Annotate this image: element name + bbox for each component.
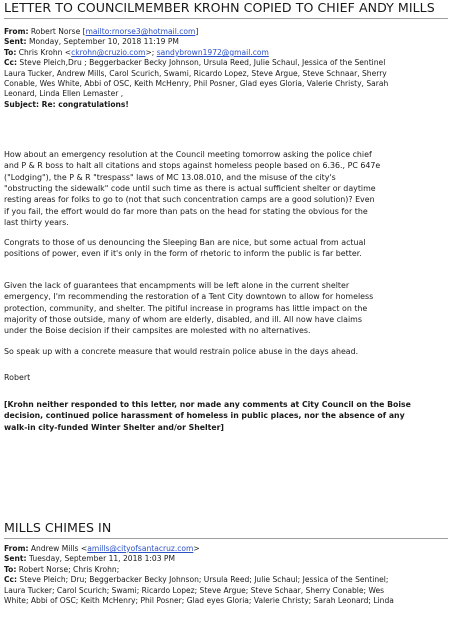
title-underline xyxy=(4,18,448,19)
body-paragraph xyxy=(4,237,450,260)
paragraph-line: Congrats to those of us denouncing the Sleeping Ban are nice, but some actual from actual xyxy=(4,238,366,247)
from-email-link[interactable]: mailto:rnorse3@hotmail.com xyxy=(85,27,196,36)
email-header-krohn xyxy=(4,27,450,110)
from-line xyxy=(4,544,450,554)
to-value: Robert Norse; Chris Krohn; xyxy=(16,564,120,574)
sent-label: Sent: xyxy=(4,37,27,47)
sent-value: Tuesday, September 11, 2018 1:03 PM xyxy=(26,554,175,564)
email-header-mills xyxy=(4,544,450,606)
from-close: > xyxy=(193,544,200,553)
sent-line xyxy=(4,37,450,47)
cc-label: Cc: xyxy=(4,58,18,68)
body-paragraph xyxy=(4,346,450,357)
from-label: From: xyxy=(4,544,29,553)
from-name: Robert Norse [ xyxy=(28,27,86,36)
cc-label: Cc: xyxy=(4,575,18,585)
paragraph-line: How about an emergency resolution at the Council meeting tomorrow asking the police chief xyxy=(4,150,372,159)
from-name: Andrew Mills < xyxy=(28,544,88,553)
from-close: ] xyxy=(195,27,199,36)
paragraph-line: and P & R boss to halt all citations and stops against homeless people based on 6.36., PC 647e xyxy=(4,161,381,171)
cc-line: Laura Tucker; Carol Scurich; Swami; Ricardo Lopez; Steve Argue; Steve Schaar, Sherry Conable; Wes xyxy=(4,585,385,595)
cc-line: Laura Tucker, Andrew Mills, Carol Scurich, Swami, Ricardo Lopez, Steve Argue, Steve Schnaar, Sherry xyxy=(4,68,387,78)
cc-line: White; Abbi of OSC; Keith McHenry; Phil Posner; Glad eyes Gloria; Valerie Christy; Sarah Leonard; Linda xyxy=(4,596,394,606)
sent-line xyxy=(4,554,450,564)
to-label: To: xyxy=(4,47,17,57)
signature-name: Robert xyxy=(4,373,31,382)
cc-line: Leonard, Linda Ellen Lemaster , xyxy=(4,89,124,99)
cc-text: Steve Pleich; Dru; Beggerbacker Becky Johnson; Ursula Reed; Julie Schaul; Jessica of the Sentinel; xyxy=(17,575,389,585)
from-label: From: xyxy=(4,27,29,36)
to-label: To: xyxy=(4,564,17,574)
section-title-mills: MILLS CHIMES IN xyxy=(4,520,112,535)
sent-value: Monday, September 10, 2018 11:19 PM xyxy=(26,37,179,47)
paragraph-line: "obstructing the sidewalk" code until such time as there is actual sufficient shelter or daytime xyxy=(4,184,376,194)
cc-line xyxy=(4,58,450,68)
paragraph-line: ("Lodging"), the P & R "trespass" laws of MC 13.08.010, and the misuse of the city's xyxy=(4,172,336,182)
from-line xyxy=(4,27,450,37)
paragraph-line: under the Boise decision if their campsites are molested with no alternatives. xyxy=(4,326,311,336)
paragraph-line: Given the lack of guarantees that encampments will be left alone in the current shelter xyxy=(4,281,350,290)
cc-line: Conable, Wes White, Abbi of OSC, Keith McHenry, Phil Posner, Glad eyes Gloria, Valerie Christy, Sarah xyxy=(4,79,389,89)
paragraph-line: protection, community, and shelter. The pitiful increase in programs has little impact on the xyxy=(4,303,368,313)
to-separator: >; xyxy=(145,47,157,57)
sent-label: Sent: xyxy=(4,554,27,564)
section-title-letter: LETTER TO COUNCILMEMBER KROHN COPIED TO CHIEF ANDY MILLS xyxy=(4,0,435,15)
body-paragraph xyxy=(4,149,450,228)
note-line: walk-in city-funded Winter Shelter and/or Shelter] xyxy=(4,422,224,432)
paragraph-line: majority of those outside, many of whom are elderly, disabled, and ill. All now have claims xyxy=(4,315,362,325)
paragraph-line: if you fail, the effort would do far more than pats on the head for stating the obvious for the xyxy=(4,206,368,216)
paragraph-line: So speak up with a concrete measure that would restrain police abuse in the days ahead. xyxy=(4,347,359,356)
to-email-link-2[interactable]: sandybrown1972@gmail.com xyxy=(156,47,269,57)
note-line: [Krohn neither responded to this letter, nor made any comments at City Council on the Boise xyxy=(4,400,411,409)
subject-label: Subject: xyxy=(4,99,40,109)
paragraph-line: last thirty years. xyxy=(4,218,69,228)
from-email-link[interactable]: amills@cityofsantacruz.com xyxy=(87,544,194,553)
body-paragraph xyxy=(4,280,450,337)
signature xyxy=(4,372,450,383)
note-line: decision, continued police harassment of homeless in public places, nor the absence of any xyxy=(4,411,405,421)
cc-line xyxy=(4,575,450,585)
cc-text: Steve Pleich,Dru ; Beggerbacker Becky Johnson, Ursula Reed, Julie Schaul, Jessica of the Sentinel xyxy=(17,58,386,68)
paragraph-line: positions of power, even if it's only in the form of rhetoric to inform the public is far better. xyxy=(4,249,362,259)
editor-note xyxy=(4,399,450,433)
to-line xyxy=(4,565,450,575)
subject-line xyxy=(4,100,450,110)
subject-value: Re: congratulations! xyxy=(39,99,129,109)
paragraph-line: resting areas for folks to go to (not that such concentration camps are a good solution)? Even xyxy=(4,195,375,205)
title-underline xyxy=(4,538,448,539)
paragraph-line: emergency, I'm recommending the restoration of a Tent City downtown to allow for homeless xyxy=(4,292,374,302)
to-email-link-1[interactable]: ckrohn@cruzio.com xyxy=(71,47,146,57)
to-line xyxy=(4,48,450,58)
to-name: Chris Krohn < xyxy=(16,47,72,57)
